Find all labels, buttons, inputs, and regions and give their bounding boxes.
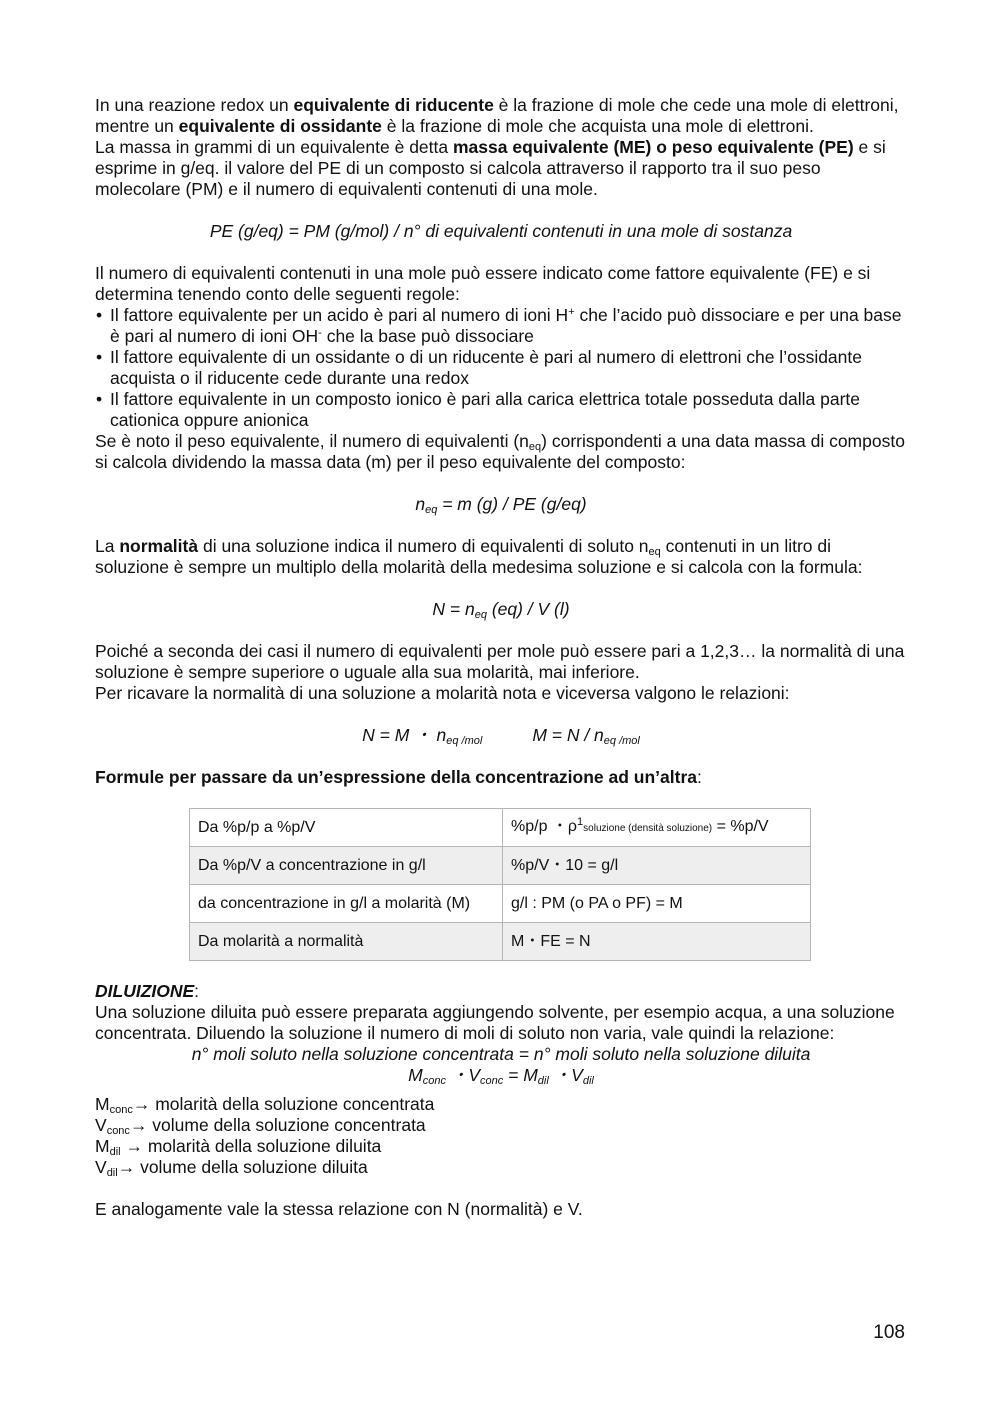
table-cell: da concentrazione in g/l a molarità (M) bbox=[190, 885, 503, 923]
formula-relazioni: N = M ・ $n_{eq /mol}$ $M = N / n_{eq /mol}$ bbox=[362, 725, 640, 747]
table-cell: Da %p/V a concentrazione in g/l bbox=[190, 847, 503, 885]
paragraph-numero-equivalenti: Se è noto il peso equivalente, il numero di equivalenti $(n_{eq})$ corrispondenti a una data massa di composto si calcola dividendo la massa data (m) per il peso equivalente del composto: bbox=[95, 431, 905, 472]
formula-moli: n° moli soluto nella soluzione concentrata = n° moli soluto nella soluzione diluita bbox=[191, 1044, 811, 1064]
table-cell: g/l : PM (o PA o PF) = M bbox=[503, 885, 811, 923]
table-cell: %p/V・10 = g/l bbox=[503, 847, 811, 885]
diluizione-text: Una soluzione diluita può essere preparata aggiungendo solvente, per esempio acqua, a una soluzione concentrata. Diluendo la soluzione il numero di moli di soluto non varia, vale quindi la relazione: bbox=[95, 1002, 895, 1043]
conversion-table bbox=[189, 808, 811, 961]
legend-item: $M_{conc}\to$ molarità della soluzione concentrata bbox=[95, 1094, 435, 1116]
formula-neq: $n_{eq} = m$ (g) / PE (g/eq) bbox=[415, 494, 587, 516]
legend-item: $V_{dil}\to$ volume della soluzione diluita bbox=[95, 1157, 368, 1179]
table-cell: Da molarità a normalità bbox=[190, 923, 503, 961]
paragraph-massa-equivalente: La massa in grammi di un equivalente è detta massa equivalente (ME) o peso equivalente (PE) e si esprime in g/eq. il valore del PE di un composto si calcola attraverso il rapporto tra il suo peso molecolare (PM) e il numero di equivalenti contenuti di una mole. bbox=[95, 137, 886, 199]
formule-heading: Formule per passare da un’espressione della concentrazione ad un’altra: bbox=[95, 767, 702, 787]
formula-diluizione: $M_{conc}$ ・$V_{conc} = M_{dil}$ ・$V_{dil}$ bbox=[408, 1065, 594, 1087]
table-row bbox=[190, 847, 811, 885]
paragraph-fattore-equivalente: Il numero di equivalenti contenuti in una mole può essere indicato come fattore equivalente (FE) e si determina tenendo conto delle seguenti regole: bbox=[95, 263, 871, 304]
legend-item: $M_{dil}$ → molarità della soluzione diluita bbox=[95, 1136, 382, 1158]
table-row bbox=[190, 885, 811, 923]
list-item: • Il fattore equivalente di un ossidante o di un riducente è pari al numero di elettroni che l’ossidante acquista o il riducente cede durante una redox bbox=[95, 347, 907, 389]
rules-list bbox=[95, 305, 907, 431]
table-cell: M・FE = N bbox=[503, 923, 811, 961]
paragraph-relazioni: Per ricavare la normalità di una soluzione a molarità nota e viceversa valgono le relazioni: bbox=[95, 683, 790, 703]
paragraph-equivalenti: In una reazione redox un equivalente di riducente è la frazione di mole che cede una mole di elettroni, mentre un equivalente di ossidante è la frazione di mole che acquista una mole di elettroni. bbox=[95, 95, 899, 136]
list-item: • Il fattore equivalente in un composto ionico è pari alla carica elettrica totale posseduta dalla parte cationica oppure anionica bbox=[95, 389, 907, 431]
table-cell: %p/p ・$\rho^1soluzione$ (densità soluzione) = %p/V bbox=[503, 809, 811, 847]
closing-text: E analogamente vale la stessa relazione con N (normalità) e V. bbox=[95, 1199, 583, 1219]
paragraph-normalita-molarita: Poiché a seconda dei casi il numero di equivalenti per mole può essere pari a 1,2,3… la normalità di una soluzione è sempre superiore o uguale alla sua molarità, mai inferiore. bbox=[95, 641, 905, 682]
diluizione-heading: DILUIZIONE: bbox=[95, 981, 200, 1001]
table-cell: Da %p/p a %p/V bbox=[190, 809, 503, 847]
table-row bbox=[190, 923, 811, 961]
paragraph-normalita: La normalità di una soluzione indica il numero di equivalenti di soluto $n_{eq}$ contenuti in un litro di soluzione è sempre un multiplo della molarità della medesima soluzione e si calcola con la formula: bbox=[95, 536, 863, 577]
formula-normalita: $N = n_{eq}$ (eq) / V (l) bbox=[432, 599, 570, 621]
legend-item: $V_{conc}\to$ volume della soluzione concentrata bbox=[95, 1115, 426, 1137]
page-content bbox=[95, 95, 907, 1220]
list-item: • Il fattore equivalente per un acido è pari al numero di ioni H+ che l’acido può dissociare e per una base è pari al numero di ioni OH- che la base può dissociare bbox=[95, 305, 907, 347]
formula-pe: PE (g/eq) = PM (g/mol) / n° di equivalenti contenuti in una mole di sostanza bbox=[209, 221, 793, 241]
page-number: 108 bbox=[873, 1322, 905, 1343]
table-row bbox=[190, 809, 811, 847]
